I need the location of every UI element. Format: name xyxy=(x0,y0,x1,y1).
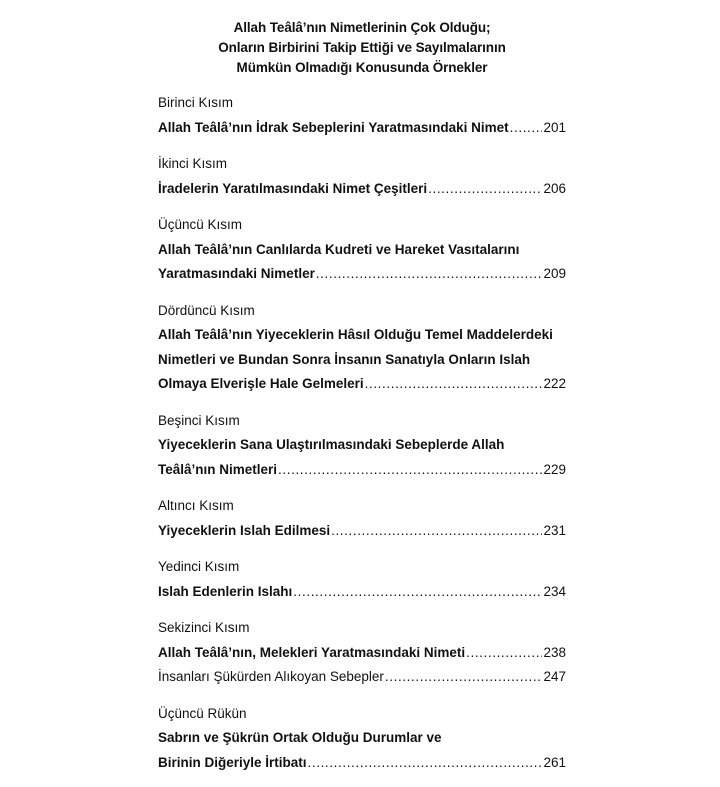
entry-last-line xyxy=(158,372,566,397)
entry-title: Allah Teâlâ’nın İdrak Sebeplerini Yaratmasındaki Nimet xyxy=(158,119,509,135)
page-number: 238 xyxy=(543,644,566,660)
toc-entry[interactable] xyxy=(158,726,566,775)
entry-last-line xyxy=(158,751,566,776)
entry-last-line xyxy=(158,177,566,202)
toc-section xyxy=(158,91,566,140)
entry-title: İradelerin Yaratılmasındaki Nimet Çeşitleri xyxy=(158,180,428,196)
entry-title: Birinin Diğeriyle İrtibatı xyxy=(158,754,307,770)
toc-section xyxy=(158,213,566,287)
entry-title: İnsanları Şükürden Alıkoyan Sebepler xyxy=(158,669,384,684)
page-number: 261 xyxy=(543,754,566,770)
heading-line: Mümkün Olmadığı Konusunda Örnekler xyxy=(236,60,488,75)
section-label: Yedinci Kısım xyxy=(158,559,240,574)
dot-leader xyxy=(331,519,542,544)
entry-title-line: Yiyeceklerin Sana Ulaştırılmasındaki Sebeplerde Allah xyxy=(158,437,505,452)
entry-title: Islah Edenlerin Islahı xyxy=(158,583,293,599)
toc-section xyxy=(158,702,566,776)
entry-last-line xyxy=(158,458,566,483)
section-label: Dördüncü Kısım xyxy=(158,302,255,318)
toc-entry[interactable] xyxy=(158,323,566,397)
dot-leader xyxy=(278,458,542,483)
page-number: 222 xyxy=(543,376,566,391)
entry-title: Yaratmasındaki Nimetler xyxy=(158,266,315,281)
toc-entry[interactable] xyxy=(158,641,566,666)
dot-leader xyxy=(385,665,543,690)
toc-heading xyxy=(158,18,566,78)
toc-entry[interactable] xyxy=(158,433,566,482)
toc-section xyxy=(158,152,566,201)
entry-title-line: Allah Teâlâ’nın Canlılarda Kudreti ve Hareket Vasıtalarını xyxy=(158,241,520,257)
page-number: 231 xyxy=(543,522,566,538)
section-label: Üçüncü Rükün xyxy=(158,705,247,721)
dot-leader xyxy=(466,641,542,666)
entry-last-line xyxy=(158,580,566,605)
entry-title-line: Nimetleri ve Bundan Sonra İnsanın Sanatıyla Onların Islah xyxy=(158,351,531,367)
page-number: 201 xyxy=(543,119,566,135)
entry-last-line xyxy=(158,116,566,141)
heading-line: Onların Birbirini Takip Ettiği ve Sayılmalarının xyxy=(218,40,506,55)
section-label: Sekizinci Kısım xyxy=(158,620,250,635)
toc-entry[interactable] xyxy=(158,238,566,287)
section-label: Beşinci Kısım xyxy=(158,412,240,428)
entry-title: Olmaya Elverişle Hale Gelmeleri xyxy=(158,376,364,391)
entry-title: Teâlâ’nın Nimetleri xyxy=(158,461,278,477)
toc-section xyxy=(158,555,566,604)
toc-section xyxy=(158,299,566,397)
table-of-contents xyxy=(158,91,566,787)
section-label: Birinci Kısım xyxy=(158,95,234,110)
toc-section xyxy=(158,616,566,690)
entry-title: Allah Teâlâ’nın, Melekleri Yaratmasındaki Nimeti xyxy=(158,644,466,660)
toc-entry[interactable] xyxy=(158,519,566,544)
entry-last-line xyxy=(158,262,566,287)
toc-entry[interactable] xyxy=(158,580,566,605)
page-number: 206 xyxy=(543,180,566,196)
dot-leader xyxy=(365,372,543,397)
dot-leader xyxy=(316,262,543,287)
dot-leader xyxy=(293,580,542,605)
page-number: 209 xyxy=(543,266,566,281)
entry-title: Yiyeceklerin Islah Edilmesi xyxy=(158,522,331,538)
dot-leader xyxy=(308,751,543,776)
toc-section xyxy=(158,409,566,483)
page-number: 234 xyxy=(543,583,566,599)
toc-entry[interactable] xyxy=(158,665,566,690)
dot-leader xyxy=(428,177,542,202)
entry-last-line xyxy=(158,519,566,544)
page-number: 229 xyxy=(543,461,566,477)
toc-section xyxy=(158,494,566,543)
section-label: Altıncı Kısım xyxy=(158,498,234,513)
entry-title-line: Sabrın ve Şükrün Ortak Olduğu Durumlar ve xyxy=(158,730,442,745)
section-label: Üçüncü Kısım xyxy=(158,217,243,232)
toc-entry[interactable] xyxy=(158,116,566,141)
entry-last-line xyxy=(158,665,566,690)
section-label: İkinci Kısım xyxy=(158,156,228,171)
entry-title-line: Allah Teâlâ’nın Yiyeceklerin Hâsıl Olduğu Temel Maddelerdeki xyxy=(158,327,553,342)
entry-last-line xyxy=(158,641,566,666)
toc-entry[interactable] xyxy=(158,177,566,202)
page-number: 247 xyxy=(543,669,566,684)
dot-leader xyxy=(510,116,543,141)
heading-line: Allah Teâlâ’nın Nimetlerinin Çok Olduğu; xyxy=(233,20,491,35)
